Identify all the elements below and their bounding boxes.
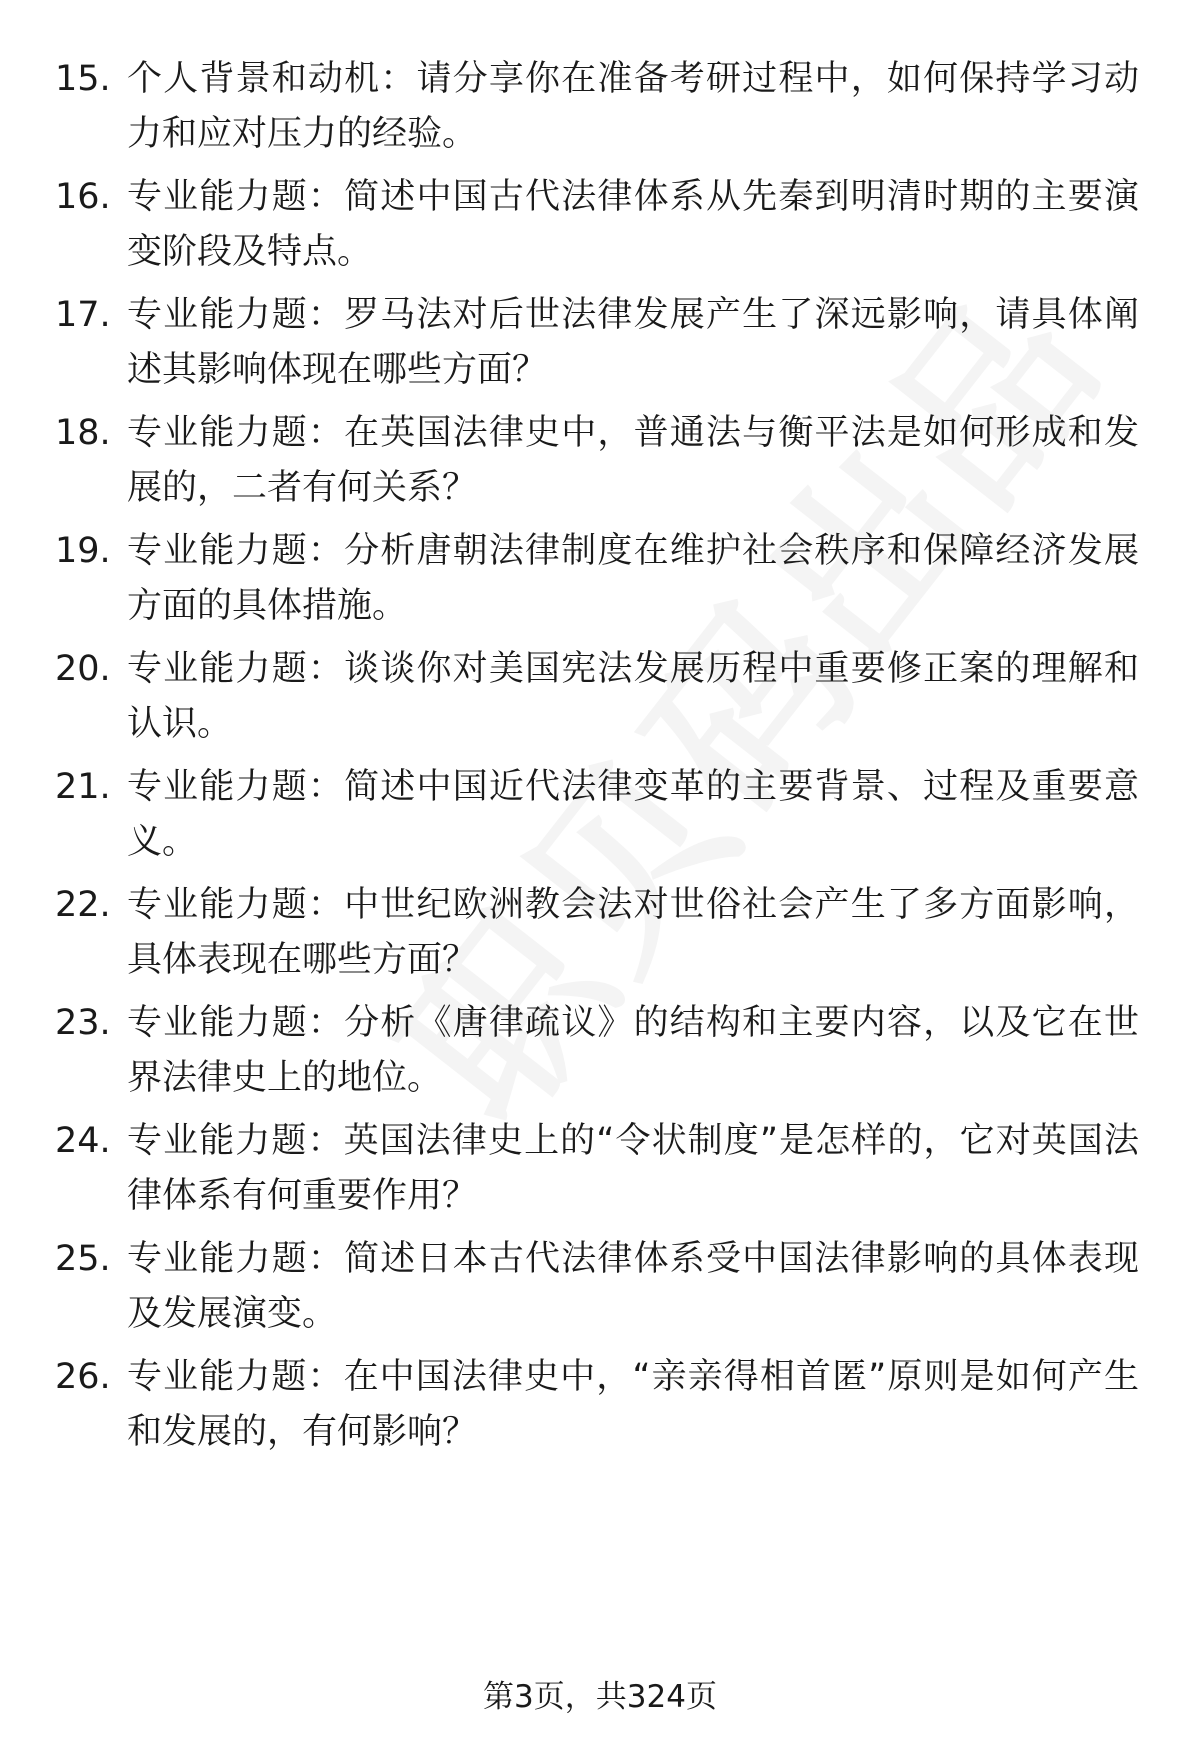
question-number: 15. (55, 59, 111, 99)
question-number: 23. (55, 1003, 111, 1043)
question-number: 24. (55, 1121, 111, 1161)
page-footer: 第3页，共324页 (483, 1679, 717, 1715)
question-text: 专业能力题：简述中国近代法律变革的主要背景、过程及重要意义。 (127, 767, 1139, 862)
question-item-24 (55, 1114, 1145, 1224)
question-text: 专业能力题：在中国法律史中，“亲亲得相首匿”原则是如何产生和发展的，有何影响？ (127, 1357, 1139, 1452)
question-number: 17. (55, 295, 111, 335)
question-item-18 (55, 406, 1145, 516)
question-text: 专业能力题：罗马法对后世法律发展产生了深远影响，请具体阐述其影响体现在哪些方面？ (127, 295, 1139, 390)
question-text: 专业能力题：分析《唐律疏议》的结构和主要内容，以及它在世界法律史上的地位。 (127, 1003, 1139, 1098)
question-text: 专业能力题：谈谈你对美国宪法发展历程中重要修正案的理解和认识。 (127, 649, 1139, 744)
question-item-20 (55, 642, 1145, 752)
question-item-22 (55, 878, 1145, 988)
question-text: 专业能力题：简述日本古代法律体系受中国法律影响的具体表现及发展演变。 (127, 1239, 1139, 1334)
question-text: 专业能力题：中世纪欧洲教会法对世俗社会产生了多方面影响，具体表现在哪些方面？ (127, 885, 1139, 980)
question-number: 20. (55, 649, 111, 689)
question-item-19 (55, 524, 1145, 634)
question-text: 个人背景和动机：请分享你在准备考研过程中，如何保持学习动力和应对压力的经验。 (127, 59, 1139, 154)
question-number: 26. (55, 1357, 111, 1397)
question-text: 专业能力题：分析唐朝法律制度在维护社会秩序和保障经济发展方面的具体措施。 (127, 531, 1139, 626)
question-item-21 (55, 760, 1145, 870)
question-item-17 (55, 288, 1145, 398)
question-item-16 (55, 170, 1145, 280)
question-item-15 (55, 52, 1145, 162)
question-text: 专业能力题：英国法律史上的“令状制度”是怎样的，它对英国法律体系有何重要作用？ (127, 1121, 1139, 1216)
question-item-26 (55, 1350, 1145, 1460)
question-item-23 (55, 996, 1145, 1106)
question-number: 19. (55, 531, 111, 571)
question-number: 21. (55, 767, 111, 807)
question-number: 25. (55, 1239, 111, 1279)
question-text: 专业能力题：在英国法律史中，普通法与衡平法是如何形成和发展的，二者有何关系？ (127, 413, 1139, 508)
question-item-25 (55, 1232, 1145, 1342)
question-number: 22. (55, 885, 111, 925)
question-number: 16. (55, 177, 111, 217)
question-text: 专业能力题：简述中国古代法律体系从先秦到明清时期的主要演变阶段及特点。 (127, 177, 1139, 272)
question-number: 18. (55, 413, 111, 453)
